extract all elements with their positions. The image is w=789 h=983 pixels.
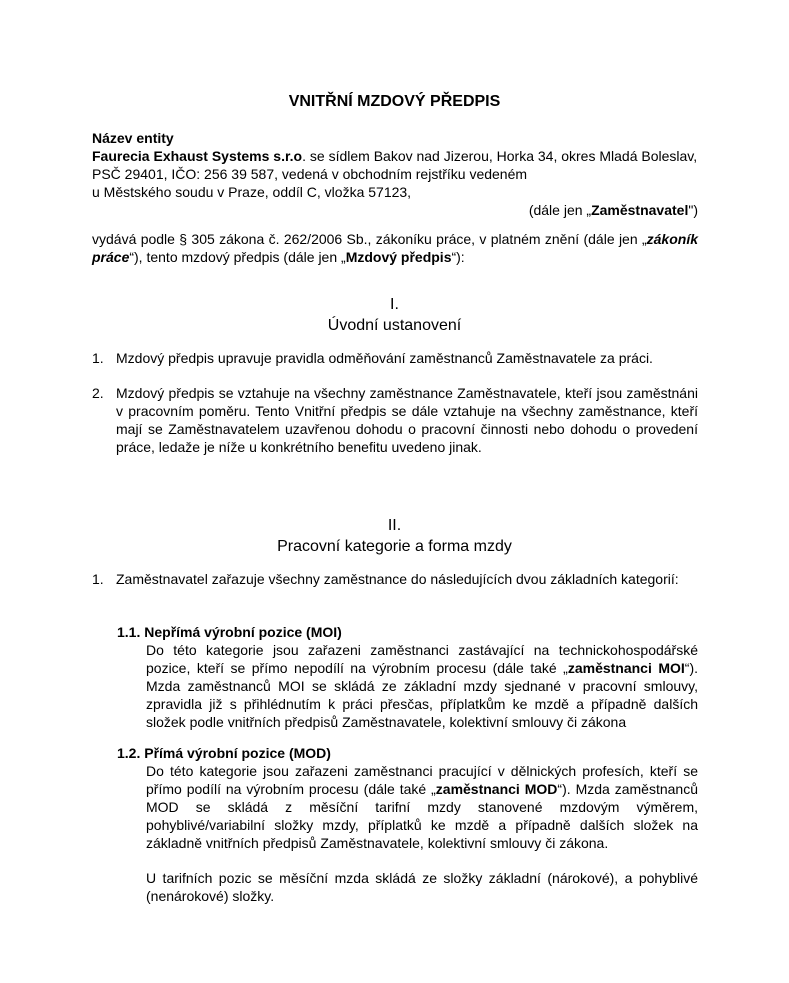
subsection-body: Do této kategorie jsou zařazeni zaměstnanci pracující v dělnických profesích, kteří se přímo podílí na výrobním procesu (dále také „zaměstnanci MOD“). Mzda zaměstnanců MOD se skládá z měsíční tarifní mzdy stanovené mzdovým výměrem, pohyblivé/variabilní složky mzdy, příplatků ke mzdě a případně dalších složek na základně vnitřních předpisů Zaměstnavatele, kolektivní smlouvy či zákona. U tarifních pozic se měsíční mzda skládá ze složky základní (nárokové), a pohyblivé (nenárokové) složky. xyxy=(146,763,699,904)
entity-block xyxy=(92,129,698,219)
subsection-title: 1.1. Nepřímá výrobní pozice (MOI) xyxy=(117,624,342,640)
subsection-moi xyxy=(117,623,698,731)
issuance-paragraph: vydává podle § 305 zákona č. 262/2006 Sb., zákoníku práce, v platném znění (dále jen „zákoník práce“), tento mzdový předpis (dále jen „Mzdový předpis“): xyxy=(92,231,698,265)
section-1-title: Úvodní ustanovení xyxy=(327,317,462,334)
subsection-title: 1.2. Přímá výrobní pozice (MOD) xyxy=(117,745,331,761)
entity-registry: u Městského soudu v Praze, oddíl C, vložka 57123, xyxy=(92,184,412,200)
section-2-title: Pracovní kategorie a forma mzdy xyxy=(277,538,512,555)
section-2-numeral: II. xyxy=(387,517,402,534)
list-item: 1. Mzdový předpis upravuje pravidla odměňování zaměstnanců Zaměstnavatele za práci. xyxy=(92,350,653,366)
section-1-numeral: I. xyxy=(390,296,399,313)
entity-address: Faurecia Exhaust Systems s.r.o. se sídlem Bakov nad Jizerou, Horka 34, okres Mladá Boleslav, PSČ 29401, IČO: 256 39 587, vedená v obchodním rejstříku vedeném xyxy=(92,148,698,182)
subsection-mod xyxy=(117,744,698,905)
section-1-heading xyxy=(0,294,789,336)
company-name: Faurecia Exhaust Systems s.r.o xyxy=(92,148,303,164)
section-2-heading xyxy=(0,515,789,557)
subsection-body: Do této kategorie jsou zařazeni zaměstnanci zastávající na technickohospodářské pozice, kteří se přímo nepodílí na výrobním procesu (dále také „zaměstnanci MOI“). Mzda zaměstnanců MOI se skládá ze základní mzdy sjednané v pracovní smlouvy, zpravidla již s přihlédnutím k práci přesčas, příplatkům ke mzdě a případně dalších složek podle vnitřních předpisů Zaměstnavatele, kolektivní smlouvy či zákona xyxy=(146,642,698,730)
document-title: VNITŘNÍ MZDOVÝ PŘEDPIS xyxy=(288,93,501,110)
employer-alias: (dále jen „Zaměstnavatel") xyxy=(528,202,698,218)
list-item: 2. Mzdový předpis se vztahuje na všechny zaměstnance Zaměstnavatele, kteří jsou zaměstnáni v pracovním poměru. Tento Vnitřní předpis se dále vztahuje na všechny zaměstnance, kteří mají se Zaměstnavatelem uzavřenou dohodu o pracovní činnosti nebo dohodu o provedení práce, ledaže je níže u konkrétního benefitu uvedeno jinak. xyxy=(92,385,698,455)
list-item: 1. Zaměstnavatel zařazuje všechny zaměstnance do následujících dvou základních kategorií: xyxy=(92,571,679,587)
entity-label: Název entity xyxy=(92,130,174,146)
subsection-paragraph-2: U tarifních pozic se měsíční mzda skládá ze složky základní (nárokové), a pohyblivé (nenárokové) složky. xyxy=(146,870,698,904)
